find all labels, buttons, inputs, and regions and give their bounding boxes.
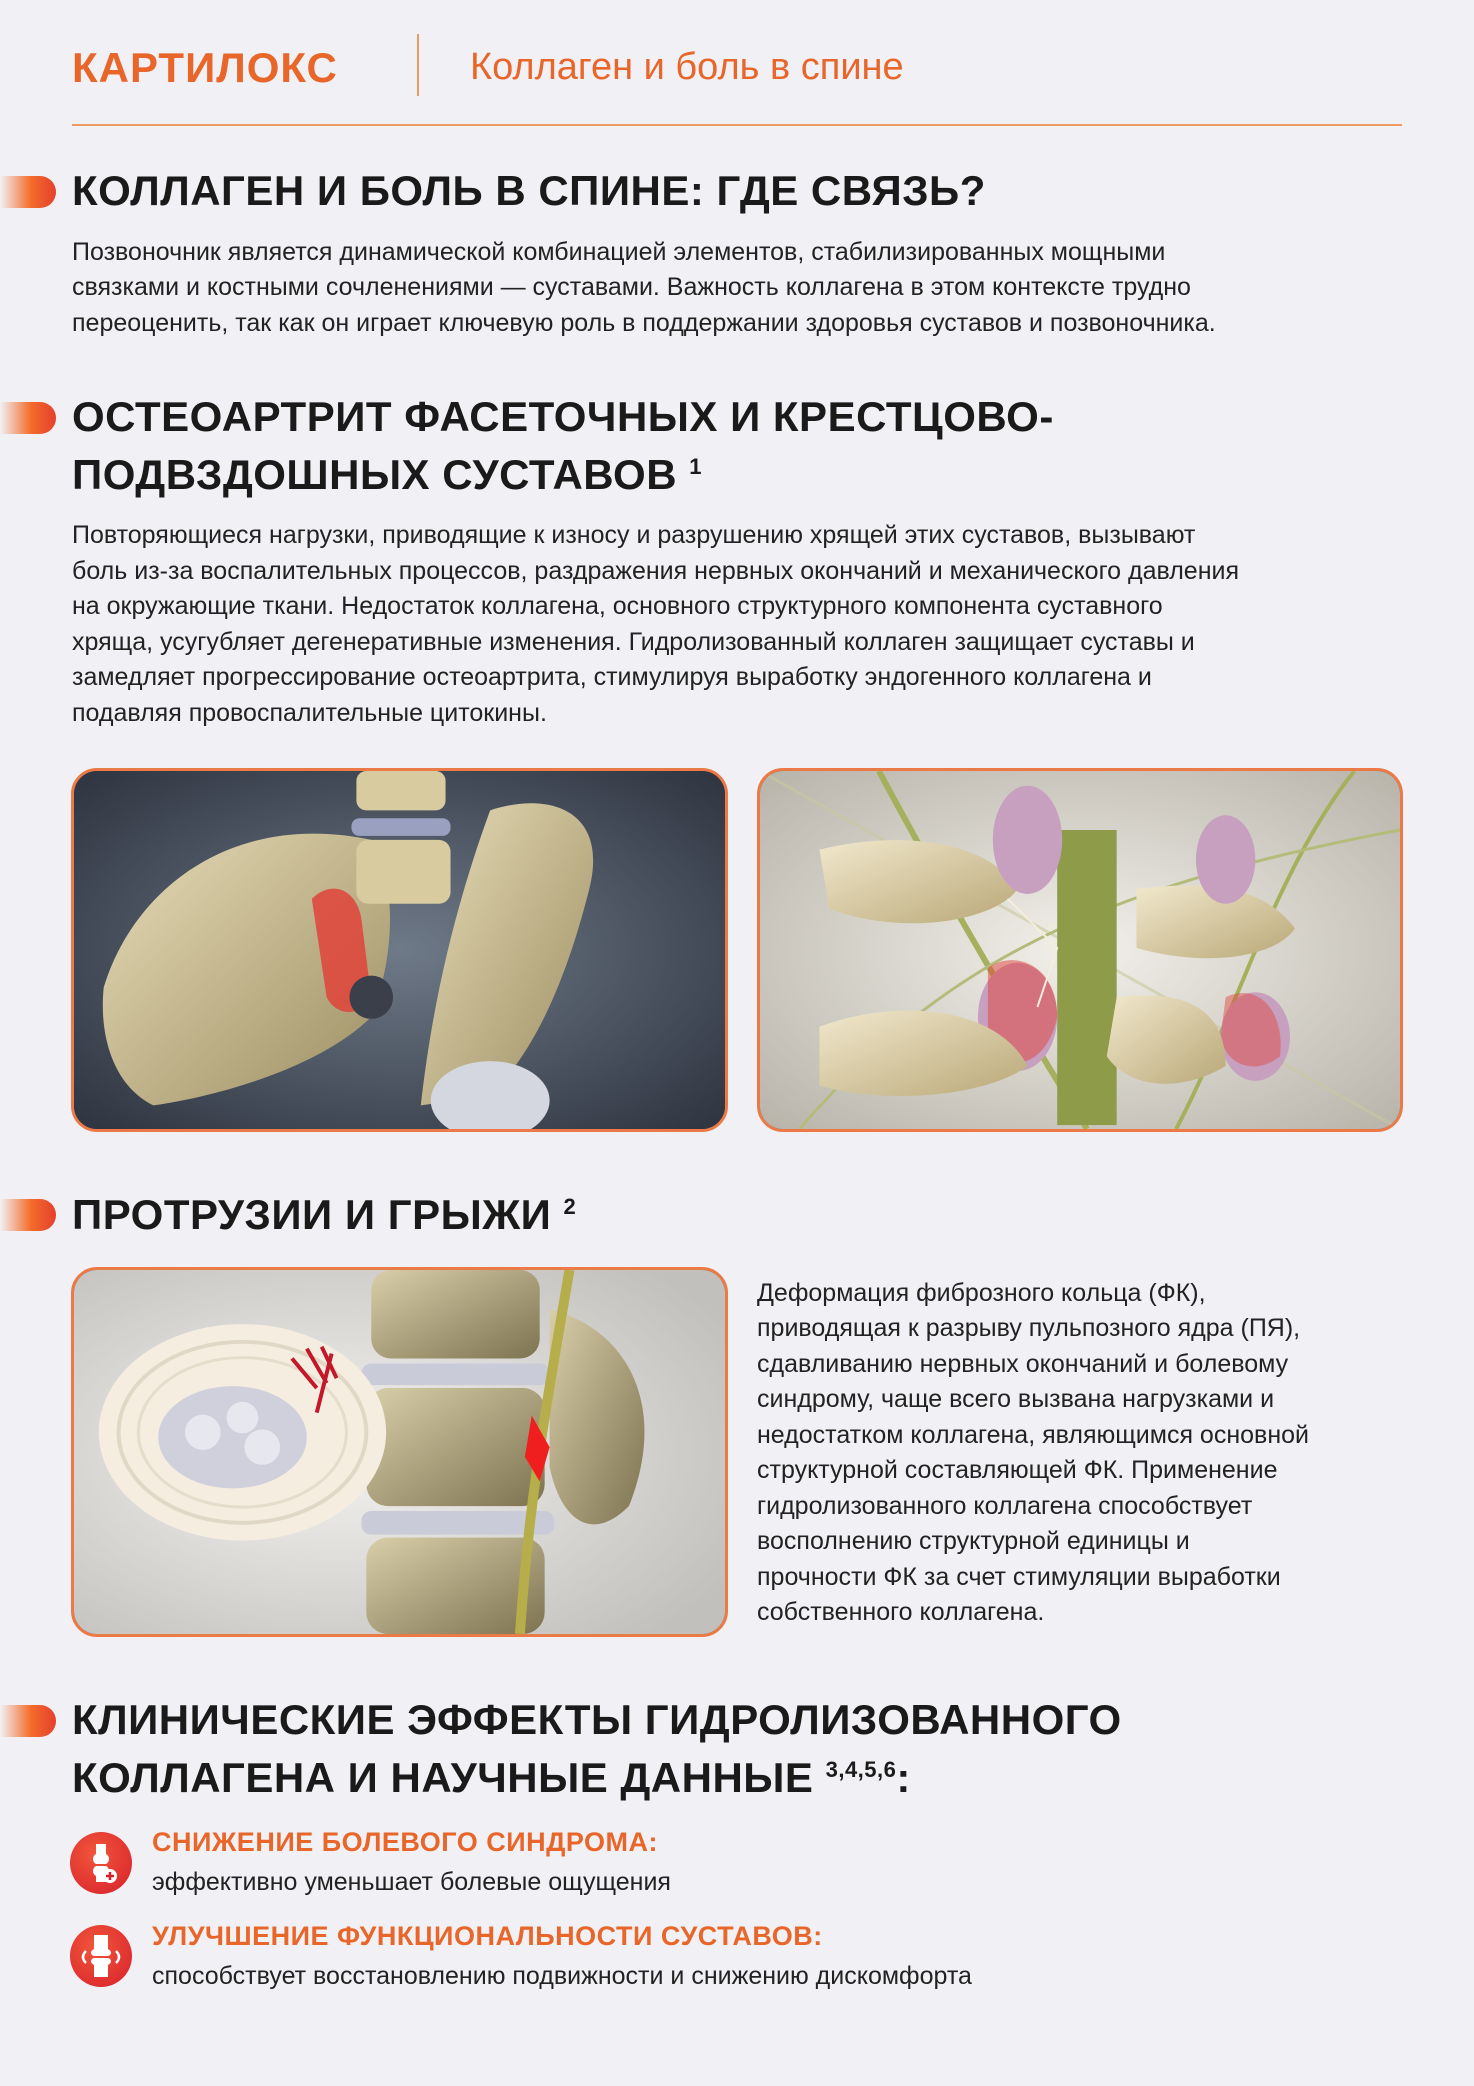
text-line: Деформация фиброзного кольца (ФК), — [757, 1279, 1206, 1307]
text-line: структурной составляющей ФК. Применение — [757, 1456, 1278, 1484]
section-title-protrusions-hernias — [72, 1186, 576, 1244]
title-text: ПОДВЗДОШНЫХ СУСТАВОВ — [72, 451, 678, 498]
section-marker — [0, 402, 56, 434]
text-line: связками и костными сочленениями — суставами. Важность коллагена в этом контексте трудно — [72, 273, 1191, 301]
text-line: Позвоночник является динамической комбинацией элементов, стабилизированных мощными — [72, 238, 1166, 266]
reference-number: 1 — [689, 454, 702, 479]
text-line: гидролизованного коллагена способствует — [757, 1492, 1253, 1520]
text-line: восполнению структурной единицы и — [757, 1527, 1190, 1555]
page-header — [72, 30, 1402, 126]
text-line: переоценить, так как он играет ключевую роль в поддержании здоровья суставов и позвоночника. — [72, 309, 1216, 337]
text-line: замедляет прогрессирование остеоартрита, стимулируя выработку эндогенного коллагена и — [72, 663, 1152, 691]
text-line: боль из-за воспалительных процессов, раздражения нервных окончаний и механического давления — [72, 557, 1240, 585]
reference-numbers: 3,4,5,6 — [825, 1757, 897, 1782]
text-line: сдавливанию нервных окончаний и болевому — [757, 1350, 1289, 1378]
facet-joint-illustration — [757, 768, 1403, 1132]
text-line: прочности ФК за счет стимуляции выработки — [757, 1563, 1281, 1591]
text-line: Повторяющиеся нагрузки, приводящие к износу и разрушению хрящей этих суставов, вызывают — [72, 521, 1196, 549]
section-marker — [0, 1705, 56, 1737]
section-title-osteoarthritis-line2 — [72, 446, 702, 504]
reference-number: 2 — [563, 1194, 577, 1219]
section-title-clinical-effects-line1: КЛИНИЧЕСКИЕ ЭФФЕКТЫ ГИДРОЛИЗОВАННОГО — [72, 1696, 1122, 1743]
title-text: ПРОТРУЗИИ И ГРЫЖИ — [72, 1191, 552, 1238]
text-line: хряща, усугубляет дегенеративные изменения. Гидролизованный коллаген защищает суставы и — [72, 628, 1195, 656]
herniated-disc-illustration — [71, 1267, 728, 1637]
pain-relief-joint-icon — [70, 1832, 132, 1894]
section-title-clinical-effects-line2 — [72, 1749, 911, 1807]
section-marker — [0, 176, 56, 208]
text-line: недостатком коллагена, являющимся основной — [757, 1421, 1310, 1449]
header-subtitle: Коллаген и боль в спине — [470, 46, 904, 88]
effect-title-pain-reduction: СНИЖЕНИЕ БОЛЕВОГО СИНДРОМА: — [152, 1827, 658, 1857]
text-line: синдрому, чаще всего вызвана нагрузками и — [757, 1385, 1275, 1413]
text-line: на окружающие ткани. Недостаток коллагена, основного структурного компонента суставного — [72, 592, 1163, 620]
title-text: КОЛЛАГЕНА И НАУЧНЫЕ ДАННЫЕ — [72, 1754, 814, 1801]
effect-text-joint-function: способствует восстановлению подвижности и снижению дискомфорта — [152, 1962, 972, 1990]
header-divider — [417, 34, 419, 96]
text-line: подавляя провоспалительные цитокины. — [72, 699, 547, 727]
section-marker — [0, 1199, 56, 1231]
section-title-collagen-back-pain: КОЛЛАГЕН И БОЛЬ В СПИНЕ: ГДЕ СВЯЗЬ? — [72, 167, 986, 214]
text-line: приводящая к разрыву пульпозного ядра (ПЯ), — [757, 1314, 1301, 1342]
text-line: собственного коллагена. — [757, 1598, 1045, 1626]
effect-title-joint-function: УЛУЧШЕНИЕ ФУНКЦИОНАЛЬНОСТИ СУСТАВОВ: — [152, 1921, 823, 1951]
section-title-osteoarthritis-line1: ОСТЕОАРТРИТ ФАСЕТОЧНЫХ И КРЕСТЦОВО- — [72, 393, 1054, 440]
brand-logo: КАРТИЛОКС — [72, 44, 338, 91]
effect-text-pain-reduction: эффективно уменьшает болевые ощущения — [152, 1868, 671, 1896]
title-colon: : — [896, 1754, 911, 1801]
sacroiliac-joint-illustration — [71, 768, 728, 1132]
knee-joint-icon — [70, 1925, 132, 1987]
